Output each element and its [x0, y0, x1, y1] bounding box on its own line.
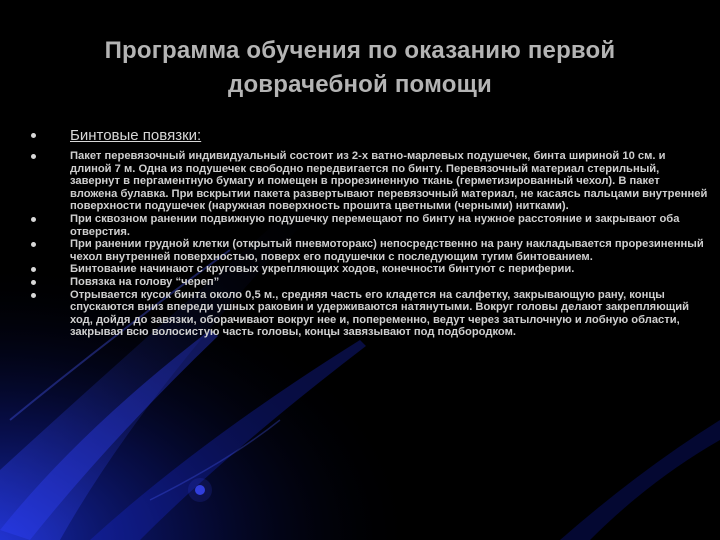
bullet-item — [30, 276, 710, 289]
title-line-2: доврачебной помощи — [228, 71, 492, 98]
bullet-text: Бинтование начинают с круговых укрепляющих ходов, конечности бинтуют с периферии. — [70, 263, 575, 276]
slide-title — [40, 34, 680, 102]
bullet-dot-icon — [31, 242, 36, 247]
bullet-item — [30, 263, 710, 276]
title-line-1: Программа обучения по оказанию первой — [104, 37, 616, 64]
bullet-item — [30, 213, 710, 238]
bullet-item — [30, 289, 710, 339]
bullet-text: При ранении грудной клетки (открытый пневмоторакс) непосредственно на рану накладывается прорезиненный чехол внутренней поверхностью, поверх его подушечки с последующим тугим бинтованием. — [70, 238, 704, 263]
bullet-dot-icon — [31, 133, 36, 138]
bullet-text: Повязка на голову “череп” — [70, 275, 220, 288]
bullet-dot-icon — [31, 217, 36, 222]
bullet-text: Пакет перевязочный индивидуальный состоит из 2-х ватно-марлевых подушечек, бинта шириной 10 см. и длиной 7 м. Одна из подушечек свободно передвигается по бинту. Перевязочный материал стерильный, завернут в пергаментную бумагу и помещен в прорезиненную ткань (герметизированный чехол). В пакет вложена булавка. При вскрытии пакета развертывают перевязочный материал, не касаясь пальцами внутренней поверхности подушечек (наружная поверхность прошита цветными (черными) нитками). — [70, 150, 708, 213]
bullet-dot-icon — [31, 293, 36, 298]
bullet-dot-icon — [31, 154, 36, 159]
bullet-item — [30, 150, 710, 213]
bullet-heading — [30, 126, 710, 146]
bullet-dot-icon — [31, 280, 36, 285]
bullet-list — [30, 126, 710, 339]
bullet-dot-icon — [31, 267, 36, 272]
bullet-text: При сквозном ранении подвижную подушечку перемещают по бинту на нужное расстояние и закрывают оба отверстия. — [70, 212, 680, 238]
heading-text: Бинтовые повязки: — [70, 127, 202, 144]
bullet-text: Отрывается кусок бинта около 0,5 м., средняя часть его кладется на салфетку, закрывающую рану, концы спускаются вниз впереди ушных раковин и удерживаются натянутыми. Вокруг головы делают закрепляющий ход, дойдя до завязки, оборачивают вокруг нее и, попеременно, ведут через затылочную и лобную области, закрывая всю волосистую часть головы, концы завязывают под подбородком. — [70, 288, 689, 339]
bullet-item — [30, 238, 710, 263]
